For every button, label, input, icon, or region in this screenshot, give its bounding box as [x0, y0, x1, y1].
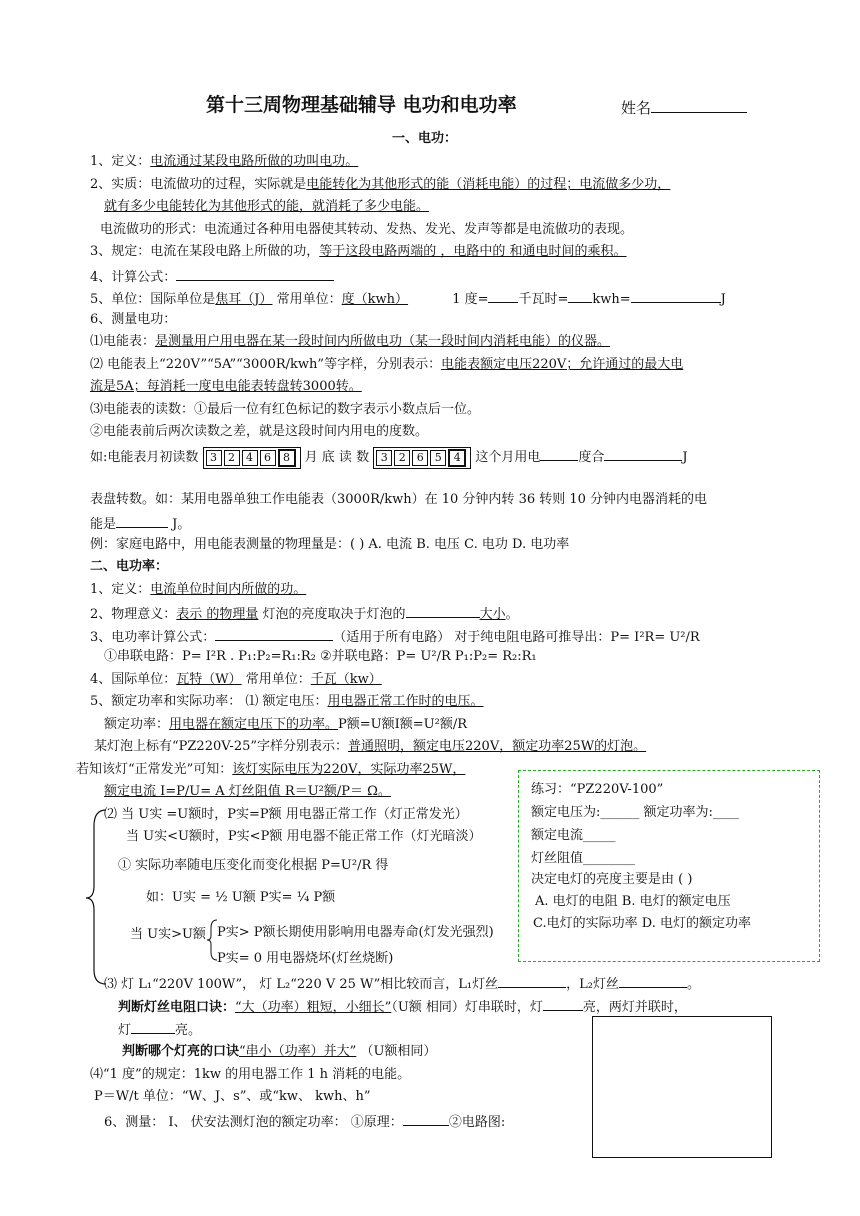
reading-line-1: ⑶电能表的读数：①最后一位有红色标记的数字表示小数点后一位。 — [90, 402, 481, 417]
brightness-mnemonic-line: 判断哪个灯亮的口诀“串小（功率）并大” （U额相同） — [122, 1044, 437, 1059]
practice-option-cd: C.电灯的实际功率 D. 电灯的额定功率 — [533, 916, 751, 931]
rated-current-line: 额定电流 I=P/U= A 灯丝阻值 R＝U²额/P＝ Ω。 — [104, 784, 391, 799]
definition-line: 1、定义：电流通过某段电路所做的功叫电功。 — [90, 154, 359, 169]
practice-option-ab: A. 电灯的电阻 B. 电灯的额定电压 — [535, 894, 731, 909]
resistance-mnemonic-line-2: 灯 亮。 — [118, 1019, 201, 1040]
start-reading: 3 2 4 6 8 — [203, 447, 301, 469]
condition-less: 当 U实<U额时，P实<P额 用电器不能正常工作（灯光暗淡） — [126, 829, 482, 844]
rated-power-line: 额定功率：用电器在额定电压下的功率。P额=U额I额=U²额/R — [104, 717, 467, 732]
practice-q1: 额定电压为:______ 额定功率为:____ — [531, 805, 739, 820]
power-definition-line: 1、定义：电流单位时间内所做的功。 — [90, 582, 307, 597]
condition-greater-a: P实> P额长期使用影响用电器寿命(灯发光强烈) — [217, 925, 494, 940]
turns-line-2: 能是 J。 — [90, 513, 190, 534]
series-parallel-line: ①串联电路：P= I²R . P₁:P₂=R₁:R₂ ②并联电路：P= U²/R P₁:P₂= R₂:R₁ — [104, 649, 537, 664]
practice-title: 练习：“PZ220V-100” — [531, 782, 664, 797]
resistance-mnemonic-line: 判断灯丝电阻口诀：“大（功率）粗短，小细长”（U额 相同）灯串联时，灯 亮，两灯并联时， — [118, 996, 687, 1017]
section-heading-electric-work: 一、电功： — [392, 131, 458, 146]
measure-power-line: 6、测量： Ⅰ、 伏安法测灯泡的额定功率： ①原理： ②电路图: — [104, 1111, 505, 1132]
brace-icon — [82, 806, 112, 986]
reading-line-2: ②电能表前后两次读数之差，就是这段时间内用电的度数。 — [90, 424, 429, 439]
name-field[interactable] — [621, 98, 747, 117]
formula-line: 4、计算公式： — [90, 266, 334, 287]
rule-line: 3、规定：电流在某段电路上所做的功，等于这段电路两端的 ，电路中的 和通电时间的乘积。 — [90, 244, 627, 259]
unit-line: 5、单位：国际单位是焦耳（J） 常用单位：度（kwh） 1 度= 千瓦时= kwh= J — [90, 288, 726, 309]
page-title: 第十三周物理基础辅导 电功和电功率 — [206, 94, 517, 116]
power-formula-line: 3、电功率计算公式： （适用于所有电路） 对于纯电阻电路可推导出：P= I²R= U²/R — [90, 626, 700, 647]
circuit-diagram-box — [592, 1016, 772, 1158]
practice-box — [518, 770, 820, 962]
normal-light-line: 若知该灯“正常发光”可知：该灯实际电压为220V，实际功率25W， — [76, 762, 466, 777]
meter-spec-line: ⑵ 电能表上“220V”“5A”“3000R/kwh”等字样，分别表示：电能表额定电压220V；允许通过的最大电 — [90, 357, 684, 372]
meter-line: ⑴电能表：是测量用户用电器在某一段时间内所做电功（某一段时间内消耗电能）的仪器。 — [90, 334, 611, 349]
meaning-line: 2、物理意义：表示 的物理量 灯泡的亮度取决于灯泡的 大小。 — [90, 603, 519, 624]
rated-voltage-line: 5、额定功率和实际功率： ⑴ 额定电压：用电器正常工作时的电压。 — [90, 694, 484, 709]
condition-varies: ① 实际功率随电压变化而变化根据 P=U²/R 得 — [118, 858, 389, 873]
practice-q3: 灯丝阻值________ — [531, 851, 636, 866]
condition-equal: ⑵ 当 U实 =U额时，P实=P额 用电器正常工作（灯正常发光） — [104, 807, 468, 822]
pwt-line: P＝W/t 单位：“W、J、s”、或“kw、 kwh、h” — [94, 1089, 371, 1104]
essence-line-2: 就有多少电能转化为其他形式的能，就消耗了多少电能。 — [104, 199, 430, 214]
section-heading-electric-power: 二、电功率： — [90, 559, 169, 574]
meter-spec-line-2: 流是5A；每消耗一度电电能表转盘转3000转。 — [90, 379, 362, 394]
degree-definition-line: ⑷“1 度”的规定：1kw 的用电器工作 1 h 消耗的电能。 — [90, 1067, 411, 1082]
essence-line: 2、实质：电流做功的过程，实际就是电能转化为其他形式的能（消耗电能）的过程；电流做多少功， — [90, 177, 671, 192]
condition-greater: 当 U实>U额 — [130, 927, 206, 942]
condition-example: 如：U实 = ½ U额 P实= ¼ P额 — [146, 890, 336, 905]
meter-example-line: 如:电能表月初读数 3 2 4 6 8 月 底 读 数 3 2 6 5 4 这个月用电 度合 J — [90, 446, 688, 469]
condition-greater-b: P实= 0 用电器烧坏(灯丝烧断) — [217, 951, 394, 966]
turns-line: 表盘转数。如：某用电器单独工作电能表（3000R/kwh）在 10 分钟内转 36 转则 10 分钟内电器消耗的电 — [90, 492, 708, 507]
measure-heading: 6、测量电功： — [90, 312, 177, 327]
compare-bulbs-line: ⑶ 灯 L₁“220V 100W”， 灯 L₂“220 V 25 W”相比较而言，L₁灯丝 ，L₂灯丝 。 — [104, 973, 700, 994]
practice-q2: 额定电流_____ — [531, 828, 616, 843]
practice-q4: 决定电灯的亮度主要是由 ( ) — [531, 872, 693, 887]
name-label: 姓名 — [621, 99, 652, 117]
bulb-label-line: 某灯泡上标有“PZ220V-25”字样分别表示：普通照明，额定电压220V，额定功率25W的灯泡。 — [94, 739, 647, 754]
end-reading: 3 2 6 5 4 — [373, 447, 471, 469]
example-question: 例：家庭电路中，用电能表测量的物理量是：( ) A. 电流 B. 电压 C. 电功 D. 电功率 — [90, 537, 570, 552]
power-unit-line: 4、国际单位：瓦特（W） 常用单位：千瓦（kw） — [90, 672, 382, 687]
forms-line: 电流做功的形式：电流通过各种用电器使其转动、发热、发光、发声等都是电流做功的表现。 — [100, 222, 634, 237]
